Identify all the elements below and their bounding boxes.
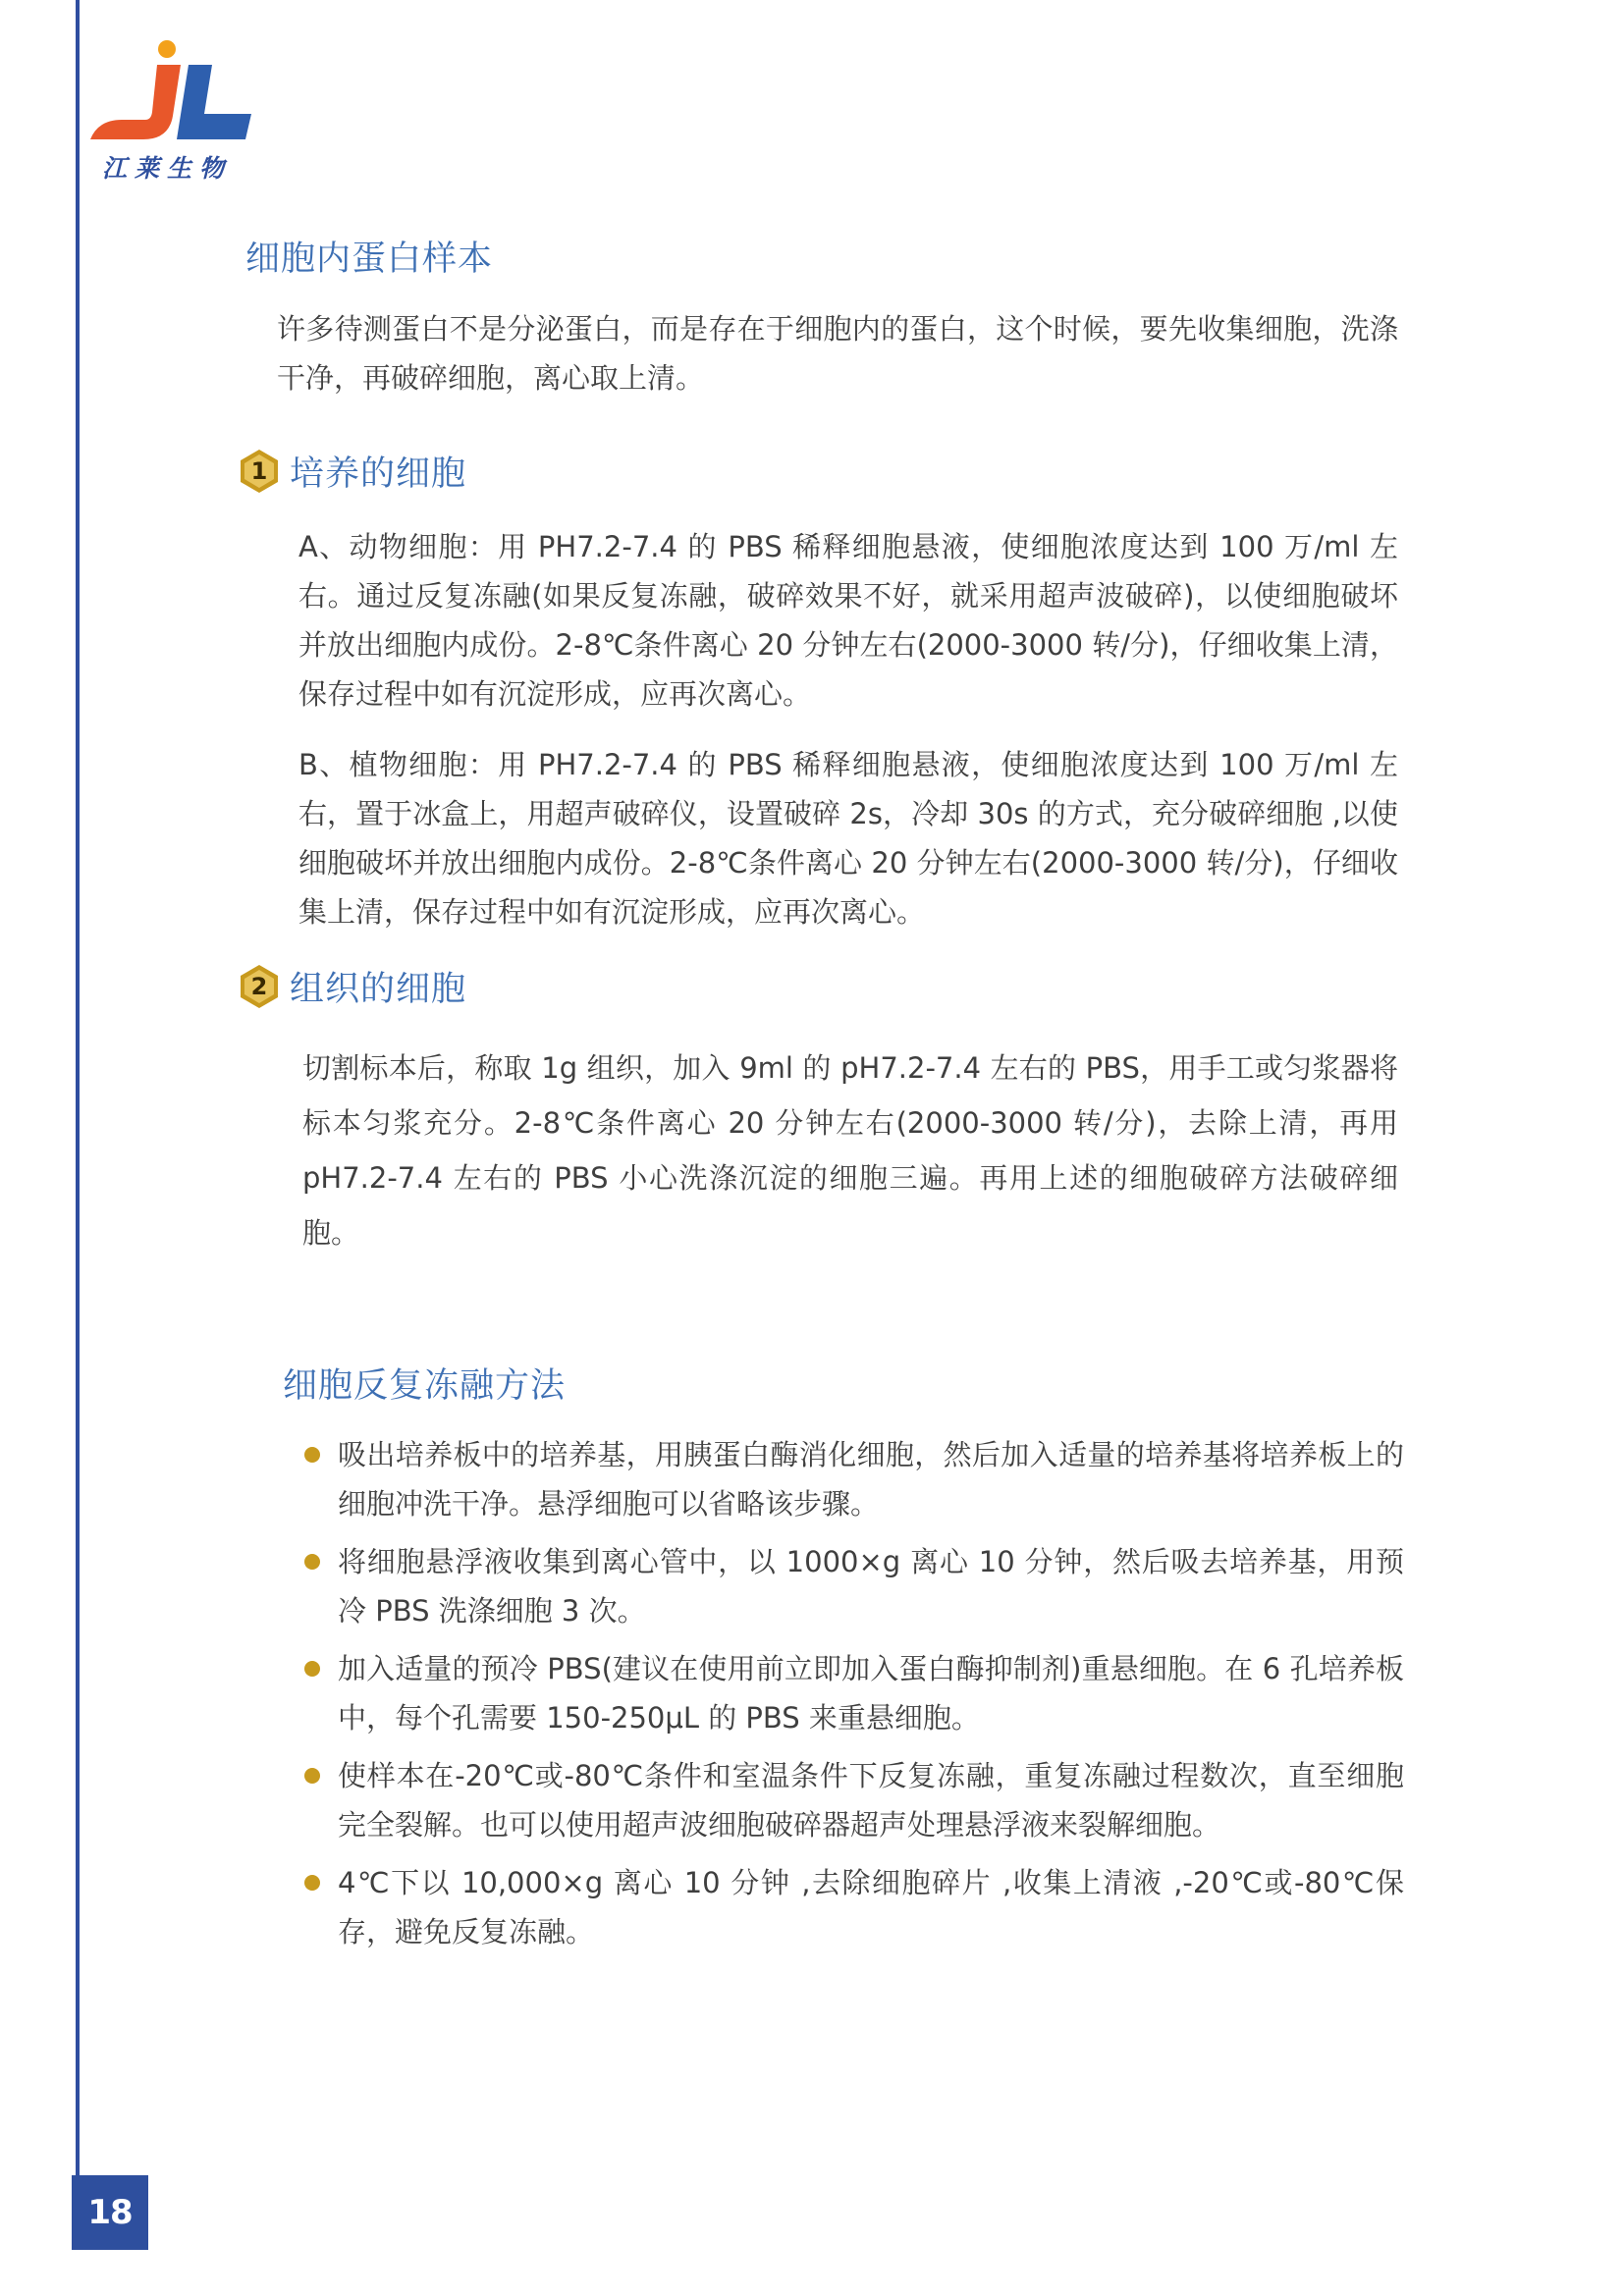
section1-intro: 许多待测蛋白不是分泌蛋白，而是存在于细胞内的蛋白，这个时候，要先收集细胞，洗涤干净，再破碎细胞，离心取上清。 [277, 312, 1398, 395]
list-item: 4℃下以 10,000×g 离心 10 分钟 ,去除细胞碎片 ,收集上清液 ,-20℃或-80℃保存，避免反复冻融。 [304, 1858, 1404, 1956]
page-number: 18 [72, 2175, 148, 2250]
svg-text:2: 2 [250, 973, 268, 1000]
subsection1-para-b: B、植物细胞：用 PH7.2-7.4 的 PBS 稀释细胞悬液，使细胞浓度达到 100 万/ml 左右，置于冰盒上，用超声破碎仪，设置破碎 2s，冷却 30s 的方式，充分破碎细胞 ,以使细胞破坏并放出细胞内成份。2-8℃条件离心 20 分钟左右(2000-3000 转/分)，仔细收集上清，保存过程中如有沉淀形成，应再次离心。 [298, 748, 1398, 929]
list-item: 使样本在-20℃或-80℃条件和室温条件下反复冻融，重复冻融过程数次，直至细胞完全裂解。也可以使用超声波细胞破碎器超声处理悬浮液来裂解细胞。 [304, 1751, 1404, 1849]
subsection2-para: 切割标本后，称取 1g 组织，加入 9ml 的 pH7.2-7.4 左右的 PBS，用手工或匀浆器将标本匀浆充分。2-8℃条件离心 20 分钟左右(2000-3000 转/分)，去除上清，再用 pH7.2-7.4 左右的 PBS 小心洗涤沉淀的细胞三遍。再用上述的细胞破碎方法破碎细胞。 [302, 1051, 1398, 1250]
bullet-icon [304, 1447, 320, 1463]
freeze-thaw-steps [304, 1430, 1404, 1965]
list-item: 加入适量的预冷 PBS(建议在使用前立即加入蛋白酶抑制剂)重悬细胞。在 6 孔培养板中，每个孔需要 150-250μL 的 PBS 来重悬细胞。 [304, 1644, 1404, 1742]
bullet-icon [304, 1875, 320, 1891]
bullet-icon [304, 1661, 320, 1677]
section-title-freeze-thaw: 细胞反复冻融方法 [283, 1366, 567, 1406]
left-margin-rule [76, 0, 80, 2248]
subsection2-title: 组织的细胞 [290, 970, 467, 1009]
subsection1-title: 培养的细胞 [290, 454, 467, 494]
number-badge-1 [239, 449, 280, 494]
section-title-intracellular-protein: 细胞内蛋白样本 [245, 240, 494, 279]
logo-text: 江莱生物 [102, 154, 233, 183]
bullet-icon [304, 1768, 320, 1784]
svg-text:1: 1 [250, 457, 268, 485]
subsection1-para-a: A、动物细胞：用 PH7.2-7.4 的 PBS 稀释细胞悬液，使细胞浓度达到 100 万/ml 左右。通过反复冻融(如果反复冻融，破碎效果不好，就采用超声波破碎)，以使细胞破坏并放出细胞内成份。2-8℃条件离心 20 分钟左右(2000-3000 转/分)，仔细收集上清，保存过程中如有沉淀形成，应再次离心。 [298, 530, 1398, 711]
subsection1-heading [239, 447, 466, 496]
subsection2-heading [239, 962, 466, 1011]
list-item: 吸出培养板中的培养基，用胰蛋白酶消化细胞，然后加入适量的培养基将培养板上的细胞冲洗干净。悬浮细胞可以省略该步骤。 [304, 1430, 1404, 1528]
bullet-icon [304, 1554, 320, 1570]
list-item: 将细胞悬浮液收集到离心管中，以 1000×g 离心 10 分钟，然后吸去培养基，用预冷 PBS 洗涤细胞 3 次。 [304, 1537, 1404, 1635]
number-badge-2 [239, 964, 280, 1009]
